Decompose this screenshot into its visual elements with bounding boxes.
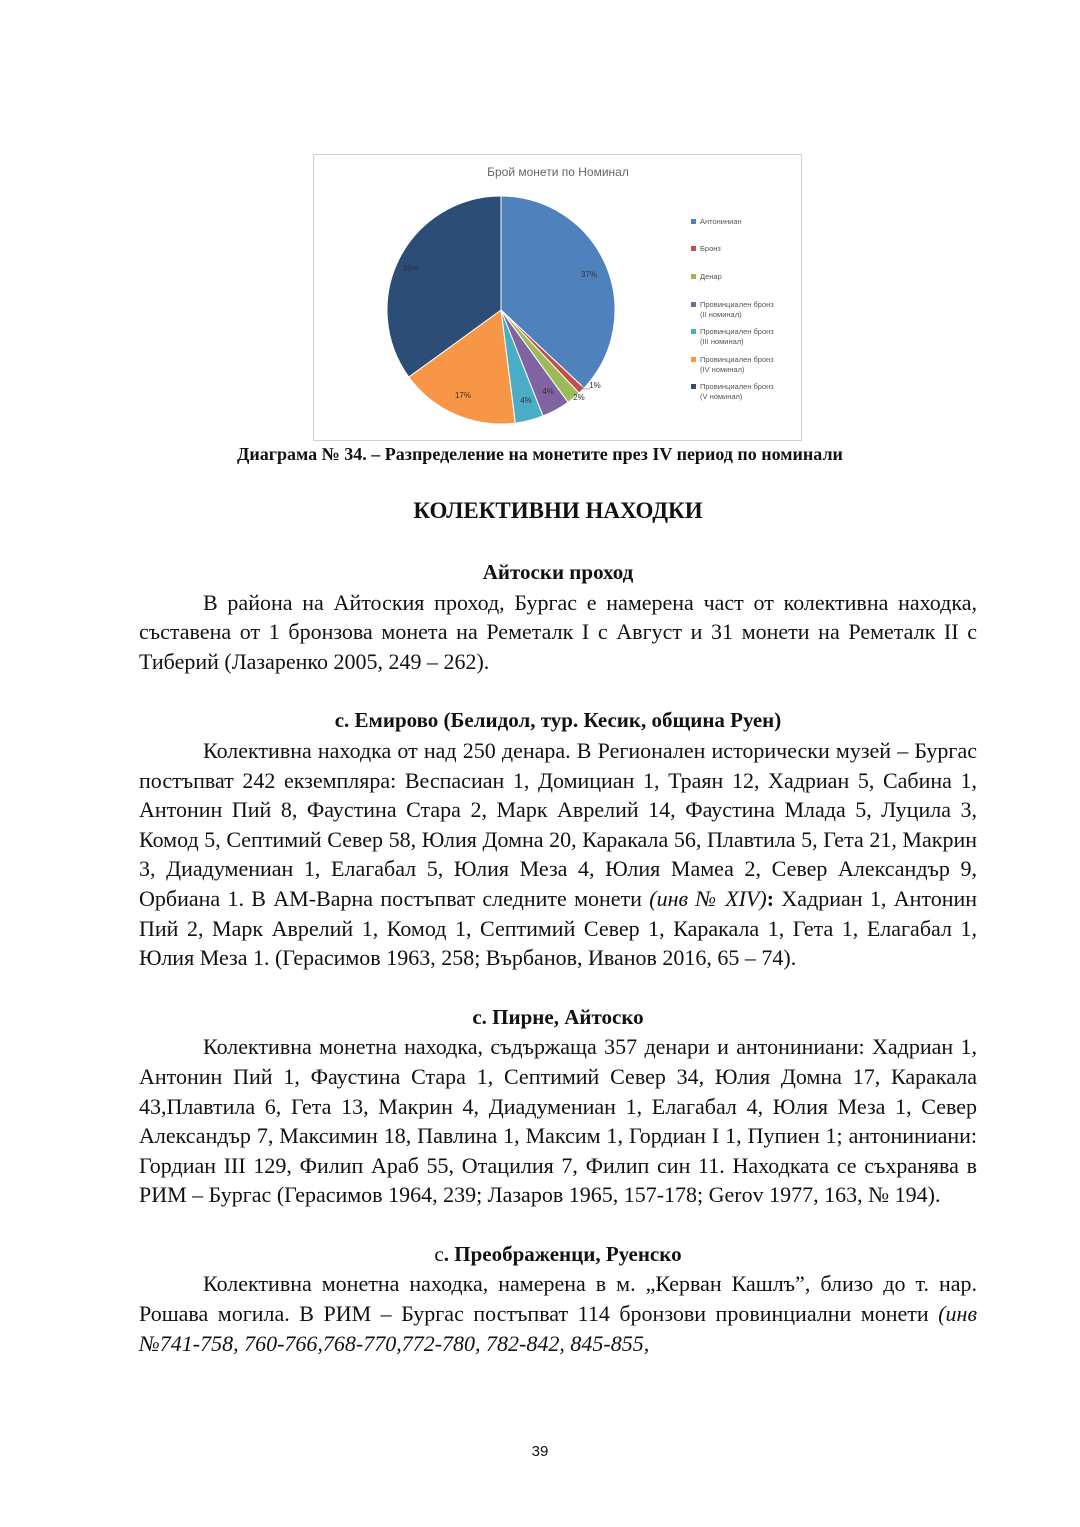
chart-title: Брой монети по Номинал — [487, 165, 629, 179]
legend-swatch — [691, 302, 696, 307]
legend-label: (II номинал) — [700, 310, 742, 319]
paragraph-emirovo-text2: Хадриан 1, Антонин Пий 2, Марк Аврелий 1, Комод 1, Септимий Север 1, Каракала 1, Гета 1, Елагабал 1, Юлия Меза 1. (Герасимов 1963, 258; Върбанов, Иванов 2016, 65 – 74). — [139, 885, 978, 971]
legend-label: Бронз — [700, 244, 721, 253]
paragraph-pirne: Колективна монетна находка, съдържаща 357 денари и антониниани: Хадриан 1, Антонин Пий 1, Фаустина Стара 1, Септимий Север 34, Юлия Домна 17, Каракала 43,Плавтила 6, Гета 13, Макрин 4, Диадумениан 1, Елагабал 4, Юлия Меза 1, Север Александър 7, Максимин 18, Павлина 1, Максим 1, Гордиан I 1, Пупиен 1; антониниани: Гордиан III 129, Филип Араб 55, Отацилия 7, Филип син 11. Находката се съхранява в РИМ – Бургас (Герасимов 1964, 239; Лазаров 1965, 157-178; Gerov 1977, 163, № 194). — [139, 1034, 977, 1208]
pie-data-label: 17% — [454, 391, 472, 400]
chart-caption: Диаграма № 34. – Разпределение на монетите през IV период по номинали — [237, 444, 843, 464]
heading-prefix: с — [434, 1241, 444, 1266]
legend-label: Провинциален бронз — [700, 382, 774, 391]
paragraph-emirovo — [139, 736, 977, 973]
legend-label: Антониниан — [700, 217, 742, 226]
legend-label: (IV номинал) — [700, 365, 745, 374]
paragraph-preobrazhentsi — [139, 1269, 977, 1358]
pie-data-label: 2% — [573, 393, 585, 402]
section-title: КОЛЕКТИВНИ НАХОДКИ — [413, 498, 703, 523]
legend-swatch — [691, 357, 696, 362]
pie-data-label: 37% — [580, 270, 598, 279]
heading-emirovo: с. Емирово (Белидол, тур. Кесик, община Руен) — [334, 708, 782, 733]
legend-swatch — [691, 329, 696, 334]
paragraph-emirovo-text1: Колективна находка от над 250 денара. В Регионален исторически музей – Бургас постъпват 242 екземпляра: Веспасиан 1, Домициан 1, Траян 12, Хадриан 5, Сабина 1, Антонин Пий 8, Фаустина Стара 2, Марк Аврелий 14, Фаустина Млада 5, Луцила 3, Комод 5, Септимий Север 58, Юлия Домна 20, Каракала 56, Плавтила 5, Гета 21, Макрин 3, Диадумениан 1, Елагабал 5, Юлия Меза 4, Юлия Мамеа 2, Север Александър 9, Орбиана 1. В АМ-Варна постъпват следните монети — [139, 737, 977, 911]
page-number: 39 — [531, 1443, 549, 1460]
heading-rest: . Преображенци, Руенско — [443, 1241, 682, 1266]
legend-label: Провинциален бронз — [700, 327, 774, 336]
heading-pirne: с. Пирне, Айтоско — [472, 1004, 644, 1029]
pie-data-label: 4% — [520, 396, 532, 405]
legend-label: Провинциален бронз — [700, 300, 774, 309]
pie-chart — [313, 154, 802, 441]
colon: : — [766, 885, 775, 911]
inventory-ref-2: (инв №741-758, 760-766,768-770,772-780, 782-842, 845-855, — [139, 1301, 977, 1356]
legend-swatch — [691, 219, 696, 224]
pie-data-label: 4% — [542, 387, 554, 396]
legend-swatch — [691, 246, 696, 251]
inventory-ref: (инв № XIV) — [649, 885, 767, 911]
paragraph-preobrazhentsi-text: Колективна монетна находка, намерена в м. „Керван Кашлъ”, близо до т. нар. Рошава могила. В РИМ – Бургас постъпват 114 бронзови провинциални монети — [139, 1271, 977, 1327]
legend-label: (III номинал) — [700, 337, 744, 346]
pie-data-label: 35% — [402, 264, 420, 273]
legend-label: (V номинал) — [700, 392, 743, 401]
legend-label: Денар — [700, 272, 722, 281]
pie-chart-svg — [314, 155, 803, 442]
legend-swatch — [691, 274, 696, 279]
pie-data-label: 1% — [589, 381, 601, 390]
page-content — [139, 494, 977, 1358]
legend-swatch — [691, 384, 696, 389]
legend-label: Провинциален бронз — [700, 355, 774, 364]
paragraph-aitoski: В района на Айтоския проход, Бургас е намерена част от колективна находка, съставена от 1 бронзова монета на Реметалк I с Август и 31 монети на Реметалк II с Тиберий (Лазаренко 2005, 249 – 262). — [139, 589, 977, 674]
heading-preobrazhentsi — [139, 1240, 977, 1270]
heading-aitoski: Айтоски проход — [482, 560, 634, 584]
